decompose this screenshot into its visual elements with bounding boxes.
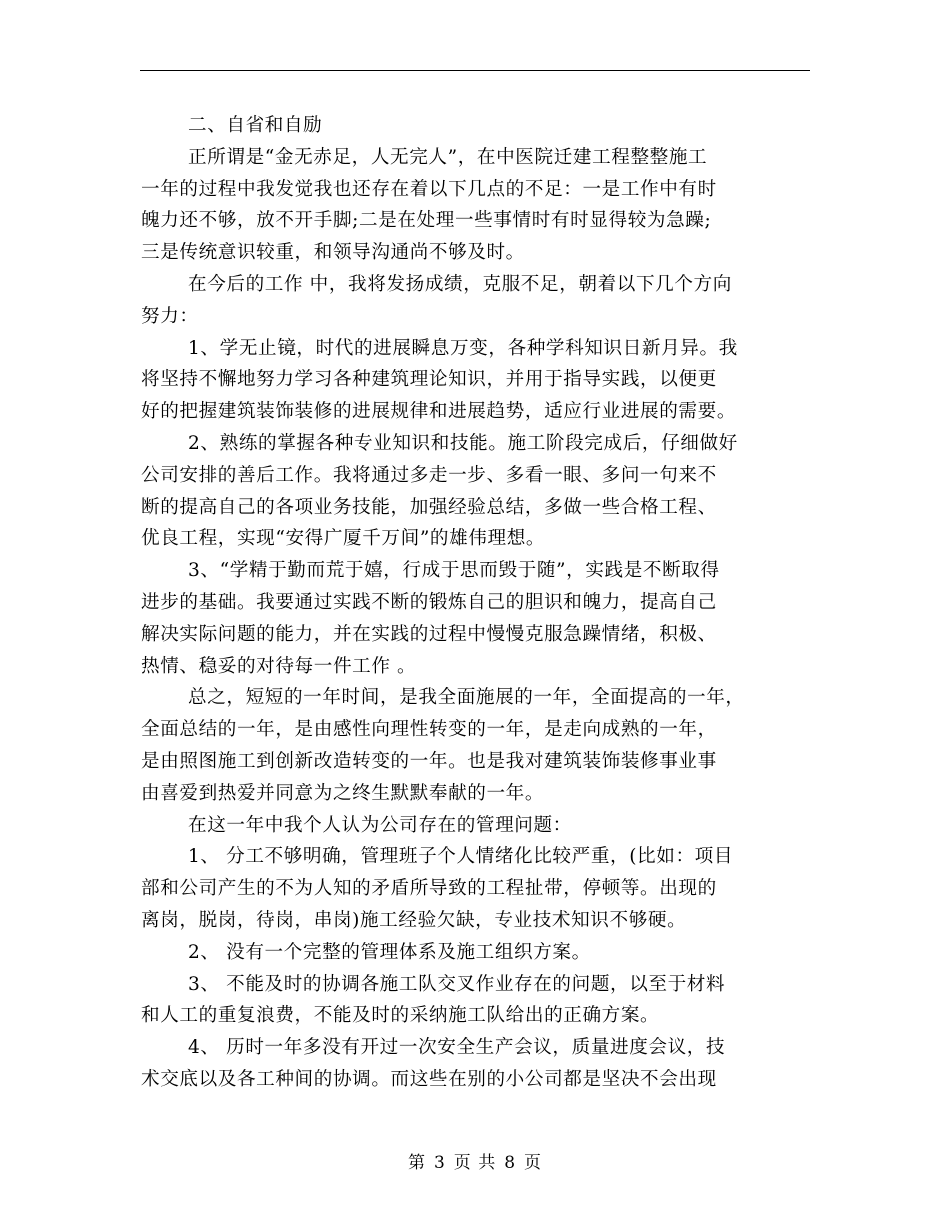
text-line: 4、 历时一年多没有开过一次安全生产会议，质量进度会议，技: [188, 1037, 726, 1059]
text-line: 一年的过程中我发觉我也还存在着以下几点的不足：一是工作中有时: [141, 178, 717, 200]
page-footer: [0, 1148, 950, 1173]
text-line: 和人工的重复浪费，不能及时的采纳施工队给出的正确方案。: [141, 1005, 660, 1027]
text-line: 努力：: [141, 305, 199, 327]
text-line: 2、 没有一个完整的管理体系及施工组织方案。: [188, 941, 591, 963]
text-line: 二、自省和自励: [188, 115, 323, 136]
text-line: 由喜爱到热爱并同意为之终生默默奉献的一年。: [141, 782, 545, 804]
text-line: 优良工程，实现“安得广厦千万间”的雄伟理想。: [141, 528, 546, 550]
page-label-mid: 页 共: [453, 1153, 497, 1173]
text-line: 部和公司产生的不为人知的矛盾所导致的工程扯带，停顿等。出现的: [141, 878, 717, 900]
text-line: 在今后的工作 中，我将发扬成绩，克服不足，朝着以下几个方向: [188, 273, 732, 295]
text-line: 离岗，脱岗，待岗，串岗)施工经验欠缺，专业技术知识不够硬。: [141, 909, 687, 931]
text-line: 将坚持不懈地努力学习各种建筑理论知识，并用于指导实践，以便更: [141, 369, 717, 391]
text-line: 正所谓是“金无赤足，人无完人”，在中医院迁建工程整整施工: [188, 146, 708, 168]
header-rule: [140, 70, 810, 71]
text-line: 三是传统意识较重，和领导沟通尚不够及时。: [141, 242, 525, 264]
text-line: 魄力还不够，放不开手脚;二是在处理一些事情时有时显得较为急躁;: [141, 210, 712, 232]
text-line: 在这一年中我个人认为公司存在的管理问题：: [188, 814, 572, 836]
page-current: 3: [433, 1153, 446, 1173]
text-line: 1、 分工不够明确，管理班子个人情绪化比较严重，(比如：项目: [188, 846, 734, 868]
text-line: 公司安排的善后工作。我将通过多走一步、多看一眼、多问一句来不: [141, 464, 717, 486]
text-line: 总之，短短的一年时间，是我全面施展的一年，全面提高的一年，: [188, 687, 745, 709]
text-line: 进步的基础。我要通过实践不断的锻炼自己的胆识和魄力，提高自己: [141, 591, 717, 613]
text-line: 1、学无止镜，时代的进展瞬息万变，各种学科知识日新月异。我: [188, 337, 738, 359]
text-line: 断的提高自己的各项业务技能，加强经验总结，多做一些合格工程、: [141, 496, 717, 518]
text-line: 3、“学精于勤而荒于嬉，行成于思而毁于随”，实践是不断取得: [188, 560, 720, 582]
text-line: 是由照图施工到创新改造转变的一年。也是我对建筑装饰装修事业事: [141, 750, 717, 772]
page-total: 8: [504, 1153, 517, 1173]
text-line: 3、 不能及时的协调各施工队交叉作业存在的问题，以至于材料: [188, 973, 726, 995]
text-line: 解决实际问题的能力，并在实践的过程中慢慢克服急躁情绪，积极、: [141, 623, 717, 645]
text-line: 2、熟练的掌握各种专业知识和技能。施工阶段完成后，仔细做好: [188, 432, 738, 454]
document-body: [141, 110, 811, 1096]
text-line: 全面总结的一年，是由感性向理性转变的一年，是走向成熟的一年，: [141, 719, 717, 741]
text-line: 术交底以及各工种间的协调。而这些在别的小公司都是坚决不会出现: [141, 1068, 717, 1090]
text-line: 好的把握建筑装饰装修的进展规律和进展趋势，适应行业进展的需要。: [141, 401, 737, 423]
page-label-prefix: 第: [407, 1153, 426, 1173]
text-line: 热情、稳妥的对待每一件工作 。: [141, 655, 417, 677]
page-label-suffix: 页: [524, 1153, 543, 1173]
